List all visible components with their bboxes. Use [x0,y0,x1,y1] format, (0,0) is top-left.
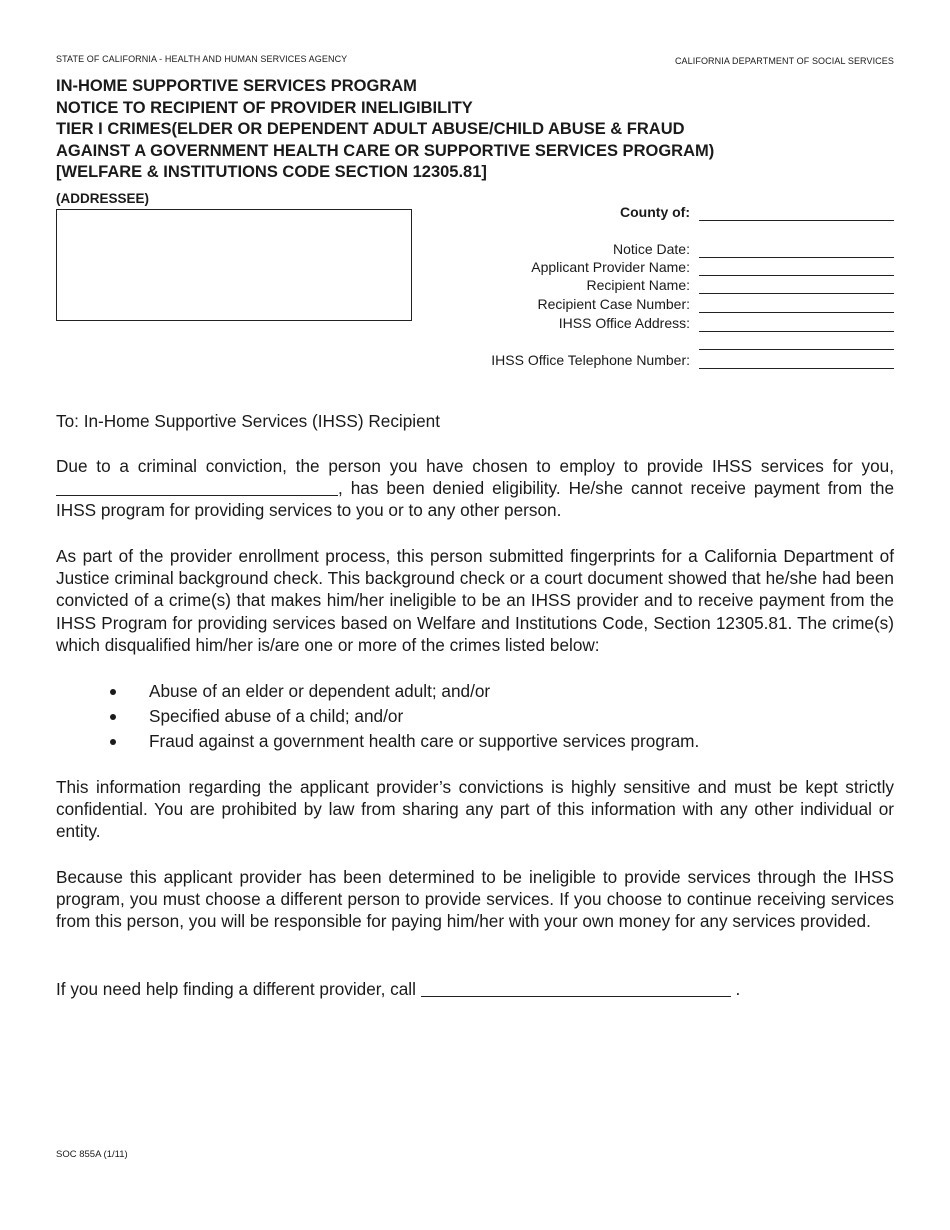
county-label: County of: [620,204,690,220]
recipient-case-number-label: Recipient Case Number: [537,296,690,312]
list-item [110,680,894,705]
form-title-line: AGAINST A GOVERNMENT HEALTH CARE OR SUPPORTIVE SERVICES PROGRAM) [56,141,715,160]
bullet-icon [110,711,118,719]
form-title-line: NOTICE TO RECIPIENT OF PROVIDER INELIGIBILITY [56,98,473,117]
county-line [699,220,894,221]
paragraph-ineligibility: Because this applicant provider has been determined to be ineligible to provide services through the IHSS program, you must choose a different person to provide services. If you choose to continue receiving services from this person, you will be responsible for paying him/her with your own money for any services provided. [56,867,894,932]
agency-name-right: CALIFORNIA DEPARTMENT OF SOCIAL SERVICES [674,56,894,66]
recipient-name-line [699,293,894,294]
form-title-line: TIER I CRIMES(ELDER OR DEPENDENT ADULT ABUSE/CHILD ABUSE & FRAUD [56,120,685,138]
form-number: SOC 855A (1/11) [56,1149,128,1160]
form-title-line: IN-HOME SUPPORTIVE SERVICES PROGRAM [56,77,417,95]
paragraph-background-check: As part of the provider enrollment process, this person submitted fingerprints for a California Department of Justice criminal background check. This background check or a court document showed that he/she had been convicted of a crime(s) that makes him/her ineligible to be an IHSS provider and to receive payment from the IHSS Program for providing services based on Welfare and Institutions Code, Section 12305.81. The crime(s) which disqualified him/her is/are one or more of the crimes listed below: [56,546,894,655]
recipient-name-label: Recipient Name: [586,277,690,293]
paragraph-confidentiality: This information regarding the applicant provider’s convictions is highly sensitive and must be kept strictly confidential. You are prohibited by law from sharing any part of this information with any other individual or entity. [56,777,894,842]
notice-fields [440,0,894,380]
provider-name-blank[interactable] [56,480,338,496]
paragraph-denial-start: Due to a criminal conviction, the person you have chosen to employ to provide IHSS services for you, [56,456,894,476]
recipient-name-field [440,276,894,294]
paragraph-help-contact [56,978,894,1000]
paragraph-denial-notice [56,455,894,522]
crime-item-text: Abuse of an elder or dependent adult; and/or [149,681,491,701]
ihss-office-address-label: IHSS Office Address: [558,315,690,331]
notice-date-label: Notice Date: [612,241,690,257]
bullet-icon [110,686,118,694]
applicant-provider-name-label: Applicant Provider Name: [531,259,690,275]
notice-date-field [440,240,894,258]
help-contact-text: If you need help finding a different provider, call [56,979,416,999]
crime-list [110,680,894,756]
ihss-office-telephone-label: IHSS Office Telephone Number: [491,352,690,368]
salutation: To: In-Home Supportive Services (IHSS) Recipient [56,411,440,431]
county-field [440,203,894,221]
list-item [110,730,894,755]
paragraph-denial-end: , has been denied eligibility. He/she cannot receive payment from the IHSS program for providing services to you or to any other person. [56,478,894,521]
recipient-case-number-field [440,295,894,313]
addressee-label: (ADDRESSEE) [56,191,150,206]
ihss-office-telephone-line [699,368,894,369]
ihss-office-telephone-field [440,351,894,369]
ihss-office-address-line2-line [699,349,894,350]
agency-name-left: STATE OF CALIFORNIA - HEALTH AND HUMAN SERVICES AGENCY [56,54,348,64]
crime-item-text: Specified abuse of a child; and/or [149,706,404,727]
ihss-office-address-field [440,314,894,332]
ihss-office-address-line2-field [440,332,894,350]
addressee-box[interactable] [56,209,412,321]
applicant-provider-name-field [440,258,894,276]
list-item [110,705,894,730]
form-title-line: [WELFARE & INSTITUTIONS CODE SECTION 12305.81] [56,163,487,181]
help-contact-period: . [735,979,741,999]
bullet-icon [110,736,118,744]
recipient-case-number-line [699,312,894,313]
help-contact-blank[interactable] [421,981,731,997]
crime-item-text: Fraud against a government health care or supportive services program. [149,731,700,752]
